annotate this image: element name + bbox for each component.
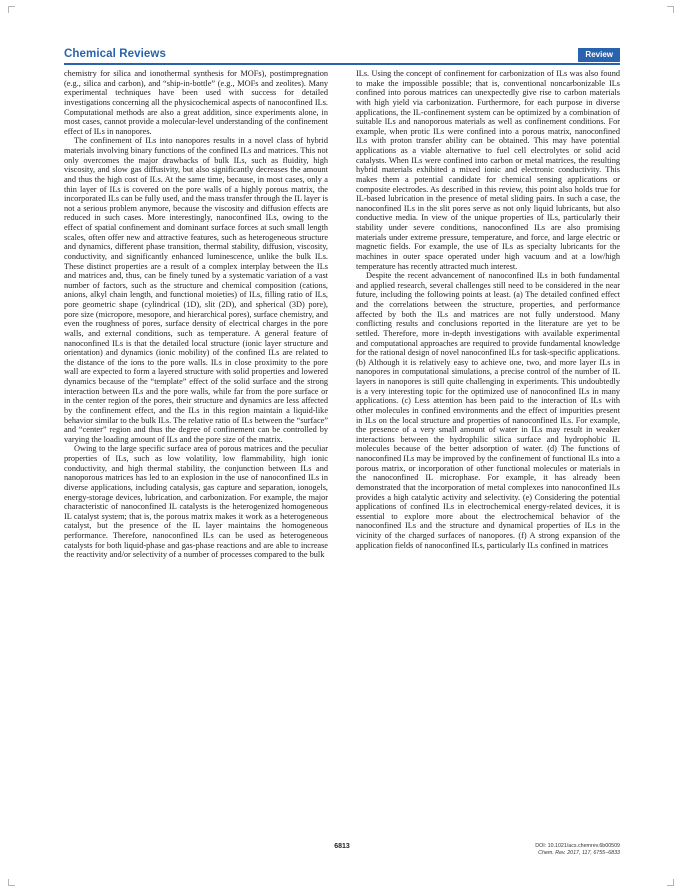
paragraph: chemistry for silica and ionothermal synthesis for MOFs), postimpregnation (e.g., silica and carbon), and “ship-in-bottle” (e.g., MOFs and zeolites). Many experimental techniques have been used with success for detailed investigations concerning all the physicochemical aspects of nanoconfined ILs. Computational methods are also a great addition, since experiments alone, in most cases, cannot provide a molecular-level understanding of the confinement effect of ILs in nanopores. xyxy=(64,69,328,136)
page-footer xyxy=(64,843,620,867)
page-number: 6813 xyxy=(334,843,350,850)
crop-mark-top-left xyxy=(8,6,15,13)
crop-mark-top-right xyxy=(667,6,674,13)
doi-link[interactable]: DOI: 10.1021/acs.chemrev.6b00509 xyxy=(535,843,620,849)
right-column xyxy=(356,69,620,837)
journal-title: Chemical Reviews xyxy=(64,48,166,60)
left-column xyxy=(64,69,328,837)
article-type-badge: Review xyxy=(578,48,620,62)
crop-mark-bottom-left xyxy=(8,879,15,886)
citation-block xyxy=(535,843,620,857)
paragraph: The confinement of ILs into nanopores results in a novel class of hybrid materials involving binary functions of the confined ILs and matrices. This not only overcomes the major drawbacks of bulk ILs, such as fluidity, high viscosity, and slow gas diffusivity, but also significantly decreases the amount and thus the high cost of ILs. At the same time, because, in most cases, only a thin layer of ILs is covered on the pore walls of a highly porous matrix, the incorporated ILs can be fully used, and the mass transfer through the IL layer is not a serious problem anymore, because the viscosity and diffusion effects are reduced in such cases. More interestingly, nanoconfined ILs, owing to the effect of spatial confinement and dominant surface forces at such small length scales, often offer new and attractive features, such as heterogeneous structure and dynamics, different phase transition, thermal stability, diffusion, viscosity, conductivity, and significantly enhanced luminescence, unlike the bulk ILs. These distinct properties are a result of a complex interplay between the ILs and matrices and, thus, can be finely tuned by a systematic variation of a vast number of factors, such as the structure and chemical composition (cations, anions, alkyl chain length, and functional moieties) of ILs, filling ratio of ILs, pore geometric shape (cylindrical (1D), slit (2D), and spherical (3D) pore), pore size (micropore, mesopore, and hierarchical pores), surface chemistry, and even the roughness of pores, surface density of electrical charges in the pore walls, and external conditions, such as temperature. A general feature of nanoconfined ILs is that the detailed local structure (ionic layer structure and orientation) and dynamics (ionic mobility) of the confined ILs are related to the distance of the ions to the pore walls. ILs in close proximity to the pore wall are expected to form a layered structure with solid properties and lowered dynamics because of the “template” effect of the solid surface and the strong interaction between ILs and the pore walls, while far from the pore surface or in the center region of the pores, their structure and dynamics are less affected by the confinement effect, and the ILs in this region maintain a liquid-like behavior similar to the bulk ILs. The relative ratio of ILs between the “surface” and “center” region and thus the degree of confinement can be controlled by varying the loading amount of ILs and the pore size of the matrix. xyxy=(64,136,328,444)
paragraph: Despite the recent advancement of nanoconfined ILs in both fundamental and applied research, several challenges still need to be considered in the near future, including the following points at least. (a) The detailed confined effect and the correlations between the structure, properties, and performance affected by both the ILs and matrices are not fully understood. Many conflicting results and conclusions reported in the literature are yet to be settled. Therefore, more in-depth investigations with available experimental and computational approaches are required to provide fundamental knowledge for the rational design of novel nanoconfined ILs for task-specific applications. (b) Although it is relatively easy to achieve one, two, and more layer ILs in nanopores in computational simulations, a precise control of the number of IL layers in nanopores is still quite challenging in experiments. This undoubtedly is a very interesting topic for the optimized use of nanoconfined ILs in many applications. (c) Less attention has been paid to the interaction of ILs with other molecules in confined environments and the effect of impurities present in ILs on the local structure and properties of nanoconfined ILs. For example, the presence of a very small amount of water in ILs may result in weaker interactions between the hydrophilic silica surface and hydrophobic IL molecules because of the better adsorption of water. (d) The functions of nanoconfined ILs may be improved by the confinement of functional ILs into a porous matrix, or incorporation of other functional molecules or materials in the nanoconfined IL microphase. For example, it has already been demonstrated that the incorporation of metal complexes into nanoconfined ILs provides a high catalytic activity and selectivity. (e) Considering the potential applications of confined ILs in electrochemical energy-related devices, it is essential to explore more about the electrochemical behavior of the nanoconfined ILs and the structure and dynamical properties of ILs in the vicinity of the charged surfaces of nanopores. (f) A strong expansion of the application fields of nanoconfined ILs, particularly ILs confined in matrices xyxy=(356,271,620,550)
crop-mark-bottom-right xyxy=(667,879,674,886)
paragraph: ILs. Using the concept of confinement for carbonization of ILs was also found to make the impossible possible; that is, conventional noncarbonizable ILs confined into porous matrices can unexpectedly give rise to carbon materials with high yield via carbonization. Furthermore, for each purpose in diverse applications, the IL-confinement system can be optimized by a combination of suitable ILs and nanoporous materials as well as confinement conditions. For example, when protic ILs were confined into a porous matrix, nanoconfined ILs with proton transfer ability can be obtained. This may have potential applications as a viable alternative to fuel cell electrolytes or solid acid catalysts. When ILs were confined into carbon or metal matrices, the resulting hybrid materials exhibited a mixed ionic and electronic conductivity. This makes them a potential candidate for chemical sensing applications or composite electrodes. As described in this review, this point also holds true for IL-based lubrication in the presence of metal sliding pairs. In such a case, the nanoconfined ILs in the slit pores serve as not only liquid lubricants, but also conductive media. In view of the unique properties of ILs, particularly their stability under severe conditions, nanoconfined ILs are also promising materials under extreme pressure, temperature, and force, and large electric or magnetic fields. For example, the use of ILs as specialty lubricants for the machines in outer space operated under high vacuum and at a low/high temperature has recently attracted much interest. xyxy=(356,69,620,271)
header-rule xyxy=(64,63,620,65)
running-header xyxy=(64,48,620,64)
paragraph: Owing to the large specific surface area of porous matrices and the peculiar properties of ILs, such as low volatility, low flammability, high ionic conductivity, and high thermal stability, the conjunction between ILs and nanoporous matrices has led to an explosion in the use of nanoconfined ILs in diverse applications, including catalysis, gas capture and separation, ionogels, energy-storage devices, lubrication, and carbonization. For example, the major characteristic of nanoconfined IL catalysts is the heterogenized homogeneous IL catalyst system; that is, the porous matrix makes it work as a heterogeneous catalyst, but the presence of the IL layer maintains the homogeneous performance. Therefore, nanoconfined ILs can be used as heterogeneous catalysts for both liquid-phase and gas-phase reactions and are able to increase the reactivity and/or selectivity of a number of processes compared to the bulk xyxy=(64,444,328,560)
journal-citation: Chem. Rev. 2017, 117, 6755−6833 xyxy=(538,850,620,857)
